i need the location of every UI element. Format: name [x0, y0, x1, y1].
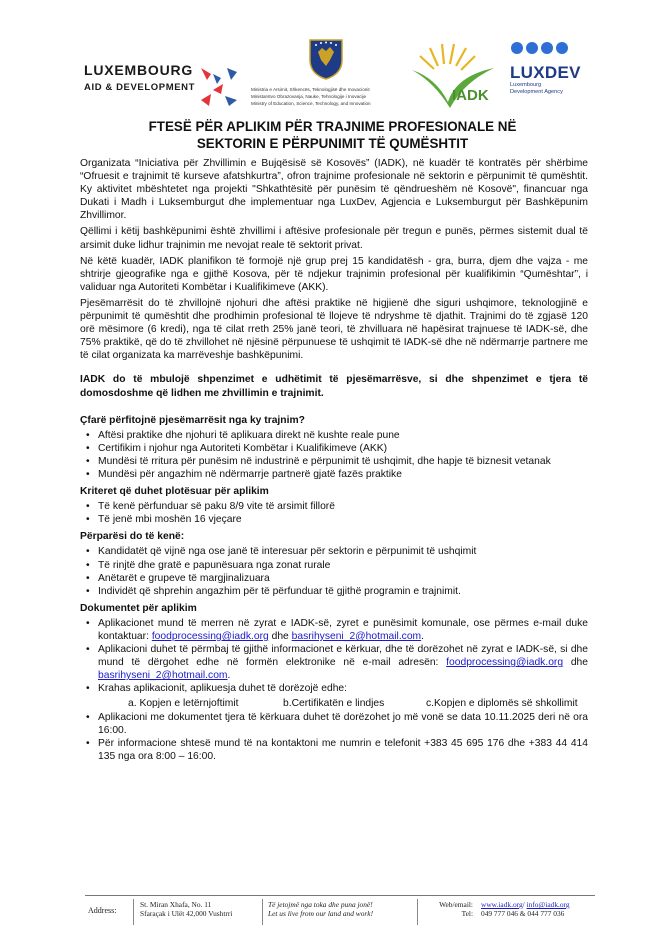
sub-item-id-copy: a. Kopjen e letërnjoftimit — [128, 698, 239, 710]
sub-item-diploma-copy: c.Kopjen e diplomës së shkollimit — [426, 698, 578, 710]
list-item — [98, 617, 588, 643]
list-item: • Aplikacioni me dokumentet tjera të kërkuara duhet të dorëzohet jo më vonë se data 10.11.2025 deri në ora 16:00. — [98, 711, 588, 737]
luxdev-logo — [510, 41, 600, 95]
list-item: • Individët që shprehin angazhim për të përfunduar të gjithë programin e trajnimit. — [98, 585, 588, 598]
intro-paragraph: Pjesëmarrësit do të zhvillojnë njohuri dhe aftësi praktike në higjienë dhe siguri ushqimore, teknologjinë e përpunimit të qumështit dhe prodhimin profesional të llojeve të ndryshme të djathit. Trajnimi do të zgjasë 120 orë mësimore (6 kredi), nga të cilat rreth 25% janë teori, të zhvilluara në hapësirat trajnuese të IADK-së, dhe 75% praktikë, që do të zhvillohet në njësinë përpunuese të ushqimit të IADK-së dhe në ndërmarrje partnere me të cilat organizata ka marrëveshje bashkëpunimi. — [80, 297, 588, 362]
list-item — [98, 643, 588, 682]
footer-divider — [133, 899, 134, 925]
luxdev-name: LUXDEV — [510, 63, 581, 82]
iadk-logo-text: IADK — [452, 87, 489, 104]
email-link-basrihyseni[interactable]: basrihyseni_2@hotmail.com — [98, 670, 228, 682]
sub-item-birth-certificate: b.Certifikatën e lindjes — [283, 698, 385, 710]
footer-address-label: Address: — [88, 906, 117, 915]
ministry-line: Ministria e Arsimit, Shkencës, Teknologjisë dhe Inovacionit — [251, 87, 370, 92]
iadk-logo — [408, 38, 508, 108]
kosovo-crest-icon — [308, 38, 344, 80]
benefits-heading: Çfarë përfitojnë pjesëmarrësit nga ky trajnim? — [80, 414, 305, 426]
list-item: • Të kenë përfunduar së paku 8/9 vite të arsimit fillorë — [98, 500, 588, 513]
luxembourg-aid-mark-icon — [199, 66, 239, 108]
and-word: dhe — [563, 657, 588, 669]
footer-phones: 049 777 046 & 044 777 036 — [481, 909, 565, 919]
luxdev-sub2: Development Agency — [510, 88, 563, 95]
list-item: • Certifikim i njohur nga Autoriteti Kombëtar i Kualifikimeve (AKK) — [98, 442, 588, 455]
email-link-basrihyseni[interactable]: basrihyseni_2@hotmail.com — [291, 631, 422, 642]
ministry-logo — [251, 38, 401, 107]
priority-heading: Përparësi do të kenë: — [80, 531, 185, 543]
footer-contacts: www.iadk.org/ info@iadk.org 049 777 046 & 044 777 036 — [481, 900, 570, 919]
footer-motto-sq: Të jetojmë nga toka dhe puna jonë! — [268, 900, 373, 909]
luxdev-dots-icon — [510, 41, 572, 55]
intro-paragraph: Organizata “Iniciativa për Zhvillimin e Bujqësisë së Kosovës” (IADK), në kuadër të kontratës për shërbime “Ofruesit e trajnimit të kurseve afatshkurtra”, ofron trajnime profesionale në sektorin e përpunimit të qumështit. Ky aktivitet mbështetet nga projekti "Shkathtësitë për punësim të qëndrueshëm në Kosovë", financuar nga Dukati i Madh i Luksemburgut dhe implementuar nga LuxDev, Agjencia e Luksemburgut për Bashkëpunim Zhvillimor. — [80, 158, 588, 222]
documents-list-continued — [80, 711, 588, 763]
footer-tel-label: Tel: — [461, 909, 473, 919]
documents-item2-text: Aplikacioni duhet të përmbaj të gjithë informacionet e kërkuar, dhe të dorëzohet në zyrat e IADK-së, si dhe mund të dërgohet edhe në formën elektronike në e-mail adresën: — [98, 644, 588, 669]
criteria-heading: Kriteret që duhet plotësuar për aplikim — [80, 486, 269, 498]
lux-line1: LUXEMBOURG — [84, 62, 194, 78]
criteria-list — [80, 500, 588, 526]
footer-city-line: Sfaraçak i Ulët 42,000 Vushtrri — [140, 909, 233, 919]
period: . — [421, 631, 425, 642]
list-item: • Kandidatët që vijnë nga ose janë të interesuar për sektorin e përpunimit të ushqimit — [98, 545, 588, 558]
list-item: • Mundësi për angazhim në ndërmarrje partnerë gjatë fazës praktike — [98, 468, 588, 481]
list-item: • Të jenë mbi moshën 16 vjeçare — [98, 513, 588, 526]
lux-line2: AID & DEVELOPMENT — [84, 82, 196, 93]
footer-divider — [417, 899, 418, 925]
period: . — [227, 670, 231, 682]
list-item: • Të rinjtë dhe gratë e papunësuara nga zonat rurale — [98, 559, 588, 572]
document-body — [80, 157, 588, 765]
documents-list — [80, 617, 588, 696]
page-footer — [85, 895, 595, 930]
footer-street-line: St. Miran Xhafa, No. 11 — [140, 900, 212, 909]
email-link-foodprocessing[interactable]: foodprocessing@iadk.org — [151, 631, 269, 642]
footer-divider — [262, 899, 263, 925]
page-title — [60, 118, 605, 152]
sun-rays-icon — [420, 44, 475, 70]
list-item: • Anëtarët e grupeve të margjinalizuara — [98, 572, 588, 585]
priority-list — [80, 545, 588, 597]
list-item: • Aftësi praktike dhe njohuri të aplikuara direkt në kushte reale pune — [98, 429, 588, 442]
ministry-line: Ministry of Education, Science, Technology, and Innovation — [251, 100, 371, 106]
footer-web-link[interactable]: www.iadk.org — [481, 900, 523, 909]
ministry-text — [251, 87, 401, 107]
ministry-line: Ministarstvo Obrazovanja, Nauke, Tehnologije i Inovacije — [251, 93, 367, 99]
footer-email-link[interactable]: info@iadk.org — [526, 900, 570, 909]
header-logos — [0, 28, 665, 108]
title-line1: FTESË PËR APLIKIM PËR TRAJNIME PROFESIONALE NË — [148, 119, 517, 134]
footer-street — [140, 900, 232, 919]
footer-web-label: Web/email: — [439, 900, 473, 909]
documents-heading: Dokumentet për aplikim — [80, 602, 197, 614]
cost-note: IADK do të mbulojë shpenzimet e udhëtimit të pjesëmarrësve, si dhe shpenzimet e tjera të domosdoshme që lidhen me zhvillimin e trajnimit. — [80, 374, 588, 399]
luxdev-sub1: Luxembourg — [510, 82, 542, 88]
intro-paragraph: Qëllimi i këtij bashkëpunimi është zhvillimi i aftësive profesionale për tregun e punës, përmes sistemit dual të arsimit duke lidhur trajnimin me nevojat reale të sektorit privat. — [80, 226, 588, 251]
footer-labels — [423, 900, 473, 919]
luxembourg-aid-logo-text — [84, 62, 195, 93]
list-item: • Për informacione shtesë mund të na kontaktoni me numrin e telefonit +383 45 695 176 dhe +383 44 414 135 nga ora 8:00 – 16:00. — [98, 737, 588, 763]
footer-motto-en: Let us live from our land and work! — [268, 909, 374, 919]
email-link-foodprocessing[interactable]: foodprocessing@iadk.org — [446, 657, 564, 669]
title-line2: SEKTORIN E PËRPUNIMIT TË QUMËSHTIT — [196, 136, 469, 151]
required-documents-line — [80, 697, 588, 710]
benefits-list — [80, 429, 588, 481]
footer-motto — [268, 900, 373, 919]
intro-paragraph: Në këtë kuadër, IADK planifikon të formojë një grup prej 15 kandidatësh - gra, burra, djem dhe vajza - me shtrirje gjeografike nga e gjithë Kosova, për të ndjekur trajnimin profesional për kualifikimin “Qumështar”, i validuar nga Autoriteti Kombëtar i Kualifikimeve (AKK). — [80, 255, 588, 293]
list-item: • Mundësi të rritura për punësim në industrinë e përpunimit të ushqimit, dhe hapje të biznesit vetanak — [98, 455, 588, 468]
and-word: dhe — [268, 631, 292, 642]
list-item: • Krahas aplikacionit, aplikuesja duhet të dorëzojë edhe: — [98, 682, 588, 695]
documents-item1-text: Aplikacionet mund të merren në zyrat e IADK-së, zyret e punësimit komunale, ose përmes e-mail duke kontaktuar: — [98, 617, 588, 642]
